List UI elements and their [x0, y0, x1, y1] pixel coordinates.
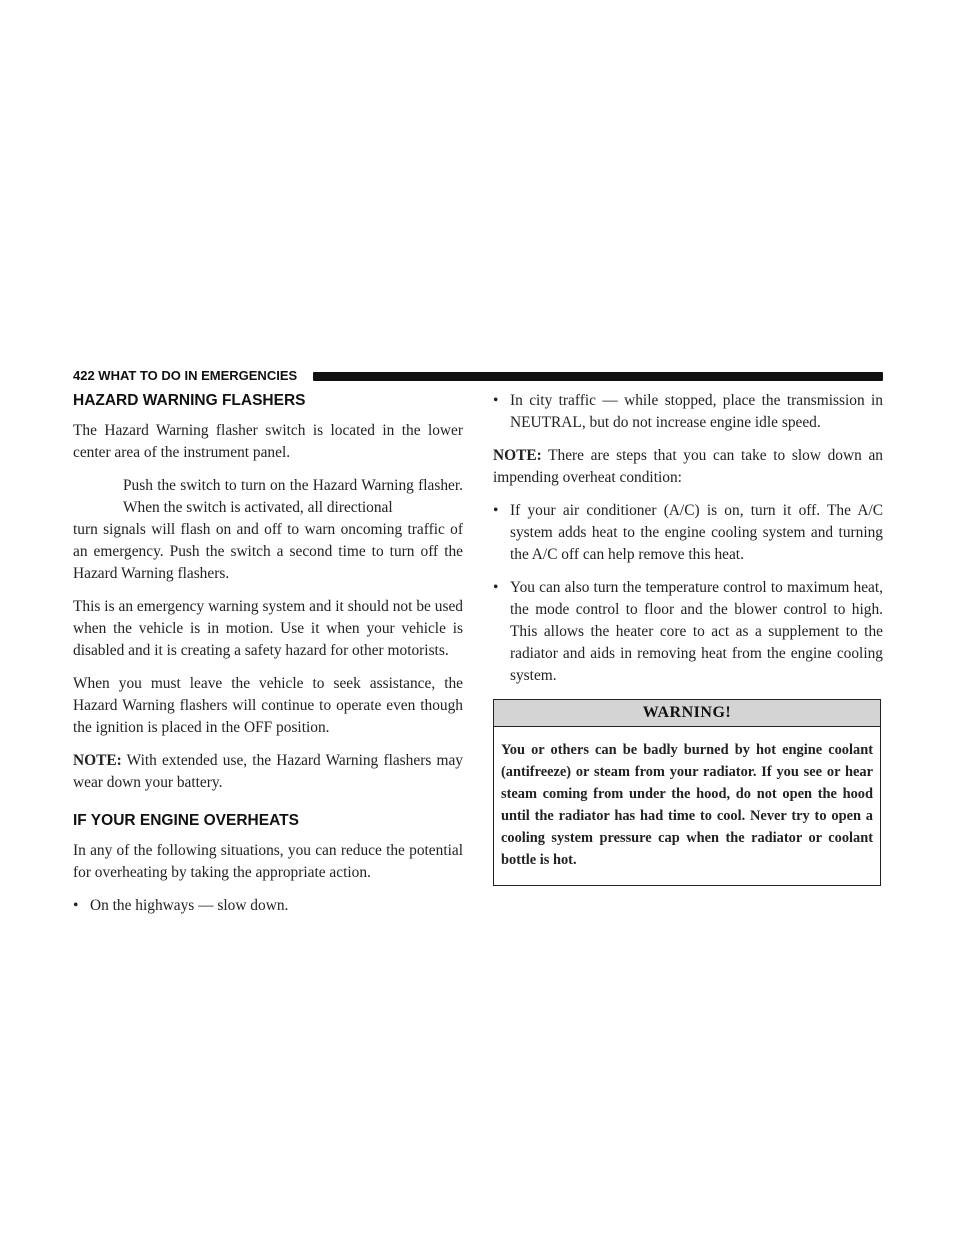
- hazard-paragraph-3: This is an emergency warning system and it should not be used when the vehicle is in motion. Use it when your vehicle is disabled and it is creating a safety hazard for other motorists.: [73, 598, 463, 659]
- note-label: NOTE:: [493, 447, 542, 464]
- left-column: [73, 390, 463, 928]
- right-column: [493, 390, 883, 886]
- warning-box: [493, 699, 881, 886]
- list-item: [493, 500, 883, 566]
- page-number-section-title: 422 WHAT TO DO IN EMERGENCIES: [73, 368, 298, 383]
- hazard-warning-heading: HAZARD WARNING FLASHERS: [73, 392, 306, 409]
- overheat-heading: IF YOUR ENGINE OVERHEATS: [73, 812, 299, 829]
- warning-text: You or others can be badly burned by hot engine coolant (antifreeze) or steam from your radiator. If you see or hear steam coming from under the hood, do not open the hood until the radiator has had time to cool. Never try to open a cooling system pressure cap when the radiator or coolant bottle is hot.: [501, 742, 873, 868]
- bullet-text: In city traffic — while stopped, place the transmission in NEUTRAL, but do not increase engine idle speed.: [510, 392, 883, 431]
- overheat-note: [493, 445, 883, 489]
- list-item: [73, 895, 463, 917]
- bullet-marker: •: [73, 897, 79, 914]
- note-text: There are steps that you can take to slow down an impending overheat condition:: [493, 447, 883, 486]
- overheat-paragraph-1: In any of the following situations, you can reduce the potential for overheating by taking the appropriate action.: [73, 842, 463, 881]
- hazard-paragraph-1: The Hazard Warning flasher switch is located in the lower center area of the instrument panel.: [73, 422, 463, 461]
- list-item: [493, 577, 883, 687]
- warning-title: WARNING!: [494, 700, 880, 727]
- note-text: With extended use, the Hazard Warning flashers may wear down your battery.: [73, 752, 463, 791]
- bullet-marker: •: [493, 502, 499, 519]
- bullet-text: If your air conditioner (A/C) is on, turn it off. The A/C system adds heat to the engine cooling system and turning the A/C off can help remove this heat.: [510, 502, 883, 563]
- hazard-paragraph-2-indented: Push the switch to turn on the Hazard Warning flasher. When the switch is activated, all directional: [123, 477, 463, 516]
- note-label: NOTE:: [73, 752, 122, 769]
- header-rule-bar: [313, 372, 883, 381]
- hazard-paragraph-2-continued: turn signals will flash on and off to warn oncoming traffic of an emergency. Push the switch a second time to turn off the Hazard Warning flashers.: [73, 521, 463, 582]
- page-header: [73, 366, 883, 386]
- bullet-marker: •: [493, 579, 499, 596]
- hazard-note: [73, 750, 463, 794]
- bullet-text: On the highways — slow down.: [90, 897, 289, 914]
- bullet-text: You can also turn the temperature control to maximum heat, the mode control to floor and the blower control to high. This allows the heater core to act as a supplement to the radiator and aids in removing heat from the engine cooling system.: [510, 579, 883, 684]
- hazard-paragraph-2: [73, 475, 463, 585]
- hazard-paragraph-4: When you must leave the vehicle to seek assistance, the Hazard Warning flashers will continue to operate even though the ignition is placed in the OFF position.: [73, 675, 463, 736]
- list-item: [493, 390, 883, 434]
- bullet-marker: •: [493, 392, 499, 409]
